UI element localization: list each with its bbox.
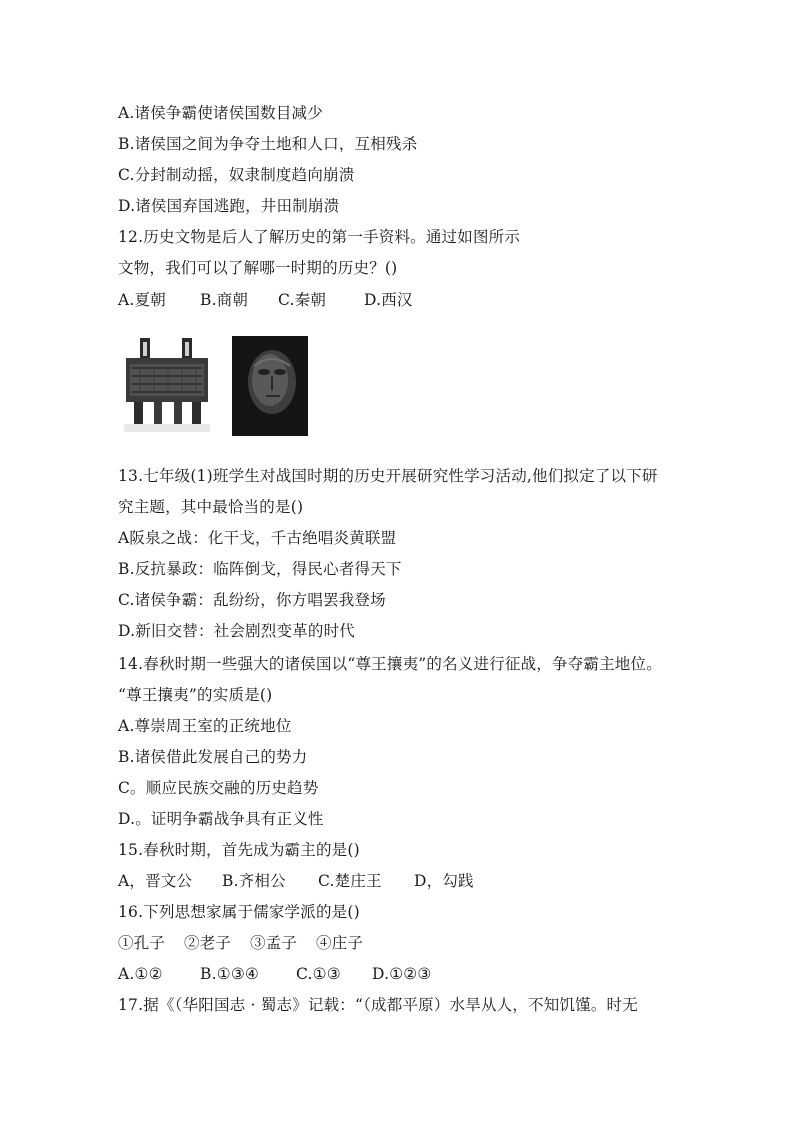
q16-option-a: A.①② (118, 965, 163, 983)
q12-stem-line2: 文物，我们可以了解哪一时期的历史？() (118, 259, 398, 277)
bronze-ding-vessel-icon (120, 334, 214, 434)
q16-stem: 16.下列思想家属于儒家学派的是() (118, 903, 360, 921)
q17-stem: 17.据《（华阳国志 · 蜀志》记载：“（成都平原）水旱从人，不知饥馑。时无 (118, 996, 638, 1014)
q12-option-d: D.西汉 (364, 291, 413, 309)
q16-item-4: ④庄子 (316, 934, 364, 952)
q13-stem-line1: 13.七年级(1)班学生对战国时期的历史开展研究性学习活动,他们拟定了以下研 (118, 467, 658, 485)
q16-items (118, 933, 363, 953)
q14-stem-line2: “尊王攘夷”的实质是() (118, 686, 273, 704)
q12-stem-line1: 12.历史文物是后人了解历史的第一手资料。通过如图所示 (118, 228, 521, 246)
bronze-mask-icon (232, 336, 308, 436)
q13-option-d: D.新旧交替：社会剧烈变革的时代 (118, 622, 356, 640)
q12-option-c: C.秦朝 (278, 291, 327, 309)
q16-option-b: B.①③④ (200, 965, 260, 983)
q13-option-a: A阪泉之战：化干戈，千古绝唱炎黄联盟 (118, 529, 397, 547)
q12-option-a: A.夏朝 (118, 291, 166, 309)
q13-stem-line2: 究主题，其中最恰当的是() (118, 498, 304, 516)
q15-option-d: D，勾践 (414, 872, 474, 890)
q16-option-d: D.①②③ (372, 965, 432, 983)
q15-stem: 15.春秋时期，首先成为霸主的是() (118, 841, 360, 859)
q14-stem-line1: 14.春秋时期一些强大的诸侯国以“尊王攘夷”的名义进行征战，争夺霸主地位。 (118, 655, 662, 673)
q14-option-c: C。顺应民族交融的历史趋势 (118, 779, 319, 797)
q15-option-b: B.齐相公 (222, 872, 286, 890)
q14-option-b: B.诸侯借此发展自己的势力 (118, 748, 308, 766)
q14-option-d: D.。证明争霸战争具有正义性 (118, 810, 324, 828)
q16-option-c: C.①③ (296, 965, 341, 983)
q14-option-a: A.尊崇周王室的正统地位 (118, 717, 292, 735)
q11-option-c: C.分封制动摇，奴隶制度趋向崩溃 (118, 166, 355, 184)
q16-item-3: ③孟子 (250, 934, 298, 952)
q12-option-b: B.商朝 (200, 291, 249, 309)
q13-option-c: C.诸侯争霸：乱纷纷，你方唱罢我登场 (118, 591, 386, 609)
q15-option-c: C.楚庄王 (318, 872, 382, 890)
q12-options (118, 290, 413, 310)
artifact-images (120, 330, 320, 440)
q11-option-b: B.诸侯国之间为争夺土地和人口，互相残杀 (118, 135, 418, 153)
q11-option-d: D.诸侯国弃国逃跑，井田制崩溃 (118, 197, 340, 215)
q16-item-2: ②老子 (184, 934, 232, 952)
q16-item-1: ①孔子 (118, 934, 166, 952)
q13-option-b: B.反抗暴政：临阵倒戈，得民心者得天下 (118, 560, 402, 578)
q11-option-a: A.诸侯争霸使诸侯国数目减少 (118, 104, 323, 122)
q15-options (118, 871, 474, 891)
q16-options (118, 964, 432, 984)
q15-option-a: A，晋文公 (118, 872, 193, 890)
